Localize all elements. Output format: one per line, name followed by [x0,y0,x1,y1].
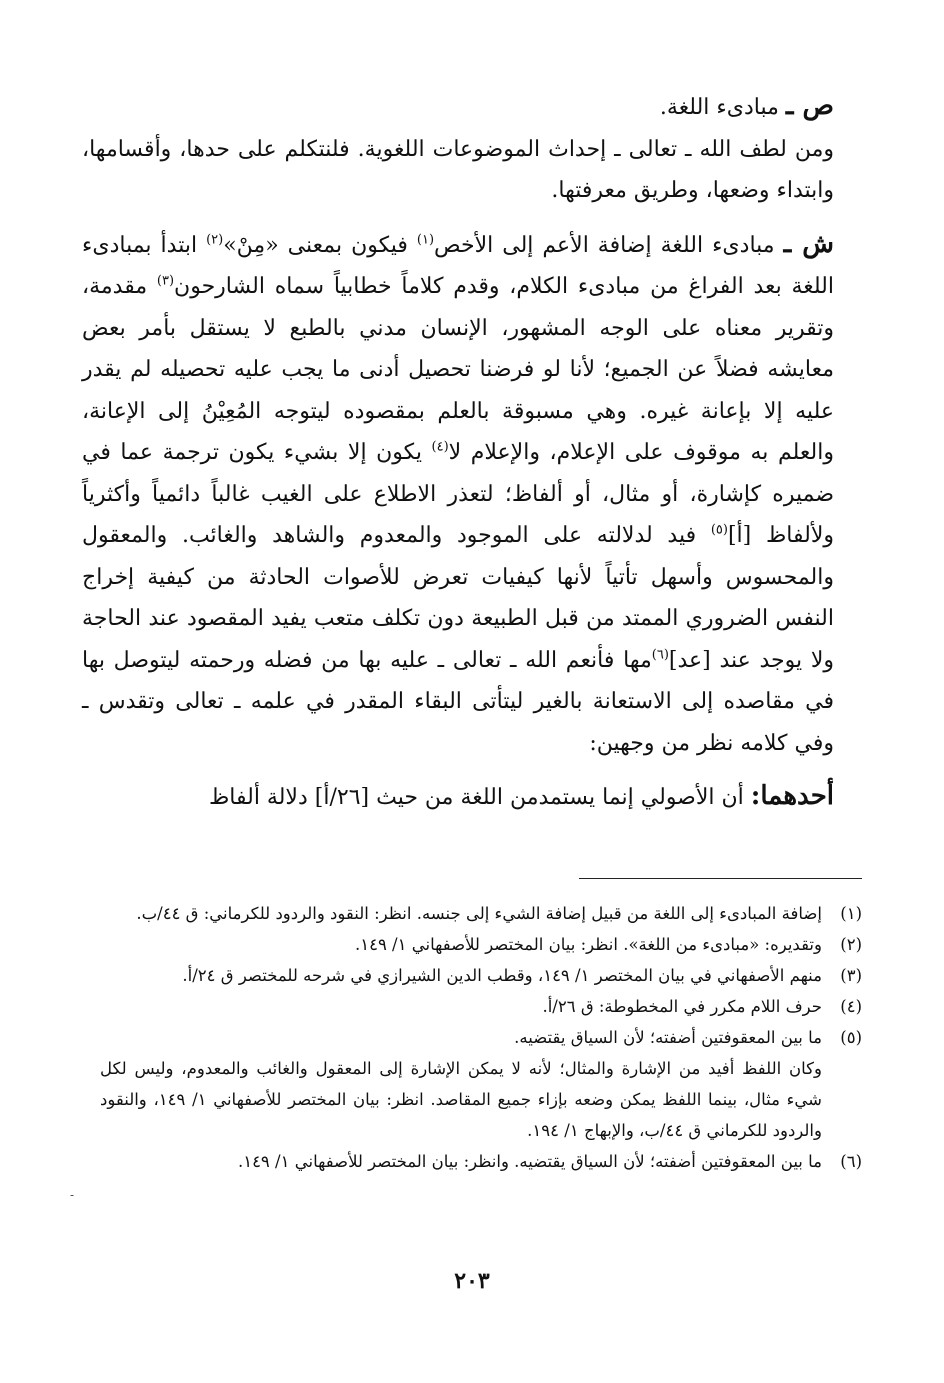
footnote-ref-1: (١) [416,232,435,248]
footnote-text: منهم الأصفهاني في بيان المختصر ١/ ١٤٩، وقطب الدين الشيرازي في شرحه للمختصر ق ٢٤/أ. [182,966,822,985]
paragraph-3-part-d: مقدمة، وتقرير معناه على الوجه المشهور، الإنسان مدني بالطبع لا يستقل بأمر بعض معايشه فضلاً عن الجميع؛ لأنا لو فرضنا تحصيل أدنى ما يجب عليه تحصيله لم يقدر عليه إلا بإعانة غيره. وهي مسبوقة بالعلم بمقصوده ليتوجه المُعِيْنُ إلى الإعانة، والعلم به موقوف على الإعلام، والإعلام لا [82,274,834,465]
footnote-ref-6: (٦) [651,647,669,663]
footnote-text: إضافة المبادىء إلى اللغة من قبيل إضافة الشيء إلى جنسه. انظر: النقود والردود للكرماني: ق ٤٤/ب. [136,904,822,923]
footnote-text: ما بين المعقوفتين أضفته؛ لأن السياق يقتضيه. وانظر: بيان المختصر للأصفهاني ١/ ١٤٩. [237,1152,822,1171]
footnote-3 [100,960,862,991]
paragraph-3-part-a: مبادىء اللغة إضافة الأعم إلى الأخص [434,232,784,258]
footnote-5-continuation: وكان اللفظ أفيد من الإشارة والمثال؛ لأنه لا يمكن الإشارة إلى المعقول والغائب والمعدوم، وليس لكل شيء مثال، بينما اللفظ يمكن وضعه بإزاء جميع المقاصد. انظر: بيان المختصر للأصفهاني ١/ ١٤٩، والنقود والردود للكرماني ق ٤٤/ب، والإبهاج ١/ ١٩٤. [100,1059,823,1140]
paragraph-3-part-e: يكون إلا بشيء يكون ترجمة عما في ضميره كإشارة، أو مثال، أو ألفاظ؛ لتعذر الاطلاع على الغيب غالباً دائمياً وأكثرياً ولألفاظ [أ] [82,440,834,548]
footnote-text: ما بين المعقوفتين أضفته؛ لأن السياق يقتضيه. [514,1028,822,1047]
paragraph-4-lead: أحدهما: [750,781,834,811]
main-text [82,86,834,819]
paragraph-3-lead: ش ـ [783,228,834,259]
page-number: ٢٠٣ [454,1268,490,1294]
footnote-number: (٢) [840,935,862,954]
paragraph-3-part-c: ابتدأ بمبادىء اللغة بعد الفراغ من مبادىء الكلام، وقدم كلاماً خطابياً سماه الشارحون [82,232,834,299]
footnote-4 [100,991,862,1022]
footnote-number: (١) [840,904,862,923]
paragraph-1-lead: ص ـ [785,91,834,121]
footnote-text: وتقديره: «مبادىء من اللغة». انظر: بيان المختصر للأصفهاني ١/ ١٤٩. [354,935,822,954]
footnote-text: حرف اللام مكرر في المخطوطة: ق ٢٦/أ. [542,997,822,1016]
footnote-2 [100,929,862,960]
paragraph-4-text: أن الأصولي إنما يستمدمن اللغة من حيث [٢٦/أ] دلالة ألفاظ [208,785,751,810]
footnote-number: (٤) [840,997,862,1016]
footnotes [100,898,862,1177]
paragraph-3-part-f: فيد لدلالته على الموجود والمعدوم والشاهد والغائب. والمعقول والمحسوس وأسهل تأتياً لأنها كيفيات تعرض للأصوات الحادثة من كيفية إخراج النفس الضروري الممتد من قبل الطبيعة دون تكلف متعب يفيد المقصود عند الحاجة ولا يوجد عند [عد] [82,523,834,673]
footnote-ref-5: (٥) [710,522,728,538]
paragraph-2 [82,129,834,212]
footnote-number: (٦) [840,1152,862,1171]
paragraph-3 [82,224,834,765]
footnote-1 [100,898,862,929]
footnote-number: (٣) [840,966,862,985]
footnote-divider [579,878,862,879]
footnote-ref-2: (٢) [206,232,224,248]
paragraph-3-part-b: فيكون بمعنى «مِنْ» [223,232,417,258]
paragraph-1-text: مبادىء اللغة. [659,95,786,120]
margin-mark: - [70,1188,75,1202]
paragraph-1 [82,86,834,129]
footnote-5 [100,1022,862,1053]
paragraph-3-part-g: مها فأنعم الله ـ تعالى ـ عليه بها من فضله ورحمته ليتوصل بها في مقاصده إلى الاستعانة بالغير ليتأتى البقاء المقدر في علمه ـ تعالى وتقدس ـ وفي كلامه نظر من وجهين: [82,647,834,756]
paragraph-2-text: ومن لطف الله ـ تعالى ـ إحداث الموضوعات اللغوية. فلنتكلم على حدها، وأقسامها، وابتداء وضعها، وطريق معرفتها. [82,136,834,203]
footnote-ref-3: (٣) [156,273,175,289]
footnote-number: (٥) [840,1028,862,1047]
footnote-6 [100,1146,862,1177]
footnote-ref-4: (٤) [431,439,449,455]
paragraph-4 [82,776,834,819]
